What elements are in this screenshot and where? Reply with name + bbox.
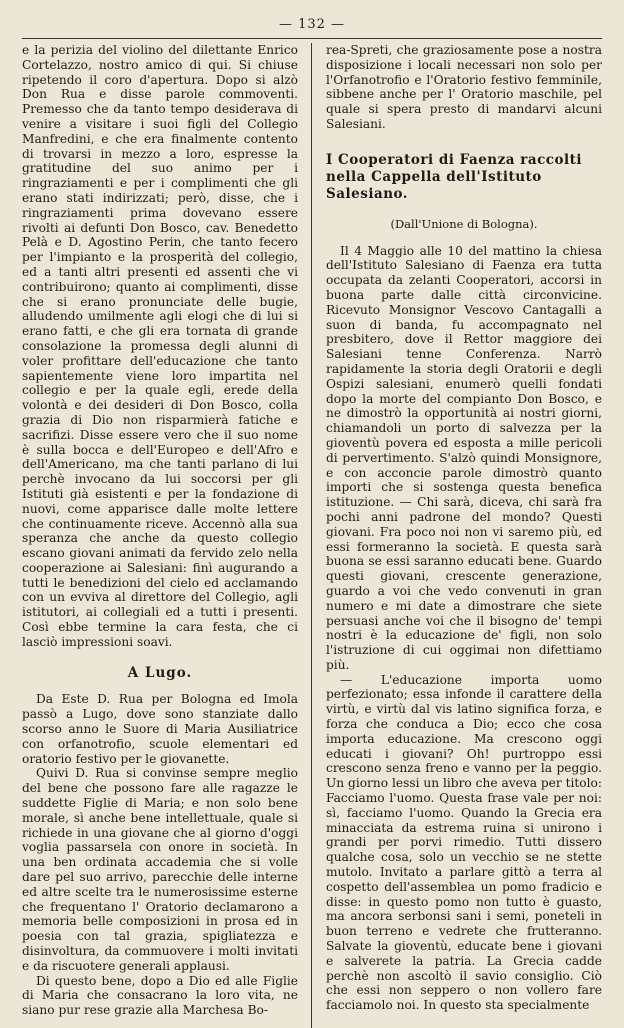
left-paragraph-3: Quivi D. Rua si convinse sempre meglio del bene che possono fare alle ragazze le suddette Figlie di Maria; e non solo bene morale, sì anche bene intellettuale, quale si richiede in una giovane che al giorno d'oggi voglia passarsela con onore in società. In una ben ordinata accademia che si volle dare pel suo arrivo, parecchie delle interne ed altre scelte tra le numerosissime esterne che frequentano l' Oratorio declamarono a memoria belle composizioni in prosa ed in poesia con tal grazia, spigliatezza e disinvoltura, da commuovere i molti invitati e da riscuotere generali applausi.: [22, 766, 298, 973]
section-title-faenza: I Cooperatori di Faenza raccolti nella Cappella dell'Istituto Salesiano.: [326, 151, 583, 202]
column-divider: [311, 43, 312, 1028]
two-column-body: [22, 43, 602, 1018]
right-column: [326, 43, 602, 1018]
left-paragraph-4: Di questo bene, dopo a Dio ed alle Figlie di Maria che consacrano la loro vita, ne siano pur rese grazie alla Marchesa Bo-: [22, 973, 298, 1018]
left-column: [22, 43, 298, 1018]
right-paragraph-1: rea-Spreti, che graziosamente pose a nostra disposizione i locali necessari non solo per l'Orfanotrofio e l'Oratorio festivo femminile, sibbene anche per l' Oratorio maschile, pel quale si spera presto di mandarvi alcuni Salesiani.: [326, 43, 602, 131]
page-number: — 132 —: [278, 17, 346, 32]
right-paragraph-3: — L'educazione importa uomo perfezionato; essa infonde il carattere della virtù, e virtù dal vis latino significa forza, e forza che conduca a Dio; ecco che cosa importa educazione. Ma crescono oggi educati i giovani? Oh! purtroppo essi crescono senza freno e vanno per la peggio. Un giorno lessi un libro che aveva per titolo: Facciamo l'uomo. Questa frase vale per noi: sì, facciamo l'uomo. Quando la Grecia era minacciata da estrema ruina si unirono i grandi per porvi rimedio. Tutti dissero qualche cosa, solo un vecchio se ne stette mutolo. Invitato a parlare gittò a terra al cospetto dell'assemblea un pomo fradicio e disse: in questo pomo non tutto è guasto, ma ancora serbonsi sani i semi, poneteli in buon terreno e vedrete che frutteranno. Salvate la gioventù, educate bene i giovani e salverete la patria. La Grecia cadde perchè non ascoltò il savio consiglio. Ciò che essi non seppero o non vollero fare facciamolo noi. In questo sta specialmente: [326, 672, 602, 1013]
header-rule: [22, 38, 602, 39]
right-paragraph-2: Il 4 Maggio alle 10 del mattino la chiesa dell'Istituto Salesiano di Faenza era tutta occupata da zelanti Cooperatori, accorsi in buona parte dalle città circonvicine. Ricevuto Monsignor Vescovo Cantagalli a suon di banda, fu accompagnato nel presbitero, dove il Rettor maggiore dei Salesiani tenne Conferenza. Narrò rapidamente la storia degli Oratorii e degli Ospizi salesiani, enumerò quelli fondati dopo la morte del compianto Don Bosco, e ne dimostrò la opportunità ai nostri giorni, chiamandoli un porto di salvezza per la gioventù povera ed esposta a mille pericoli di pervertimento. S'alzò quindi Monsignore, e con acconcie parole dimostrò quanto importi che si sostenga questa benefica istituzione. — Chi sarà, diceva, chi sarà fra pochi anni padrone del mondo? Questi giovani. Fra poco noi non vi saremo più, ed essi formeranno la società. E questa sarà buona se essi saranno educati bene. Guardo questi giovani, crescente generazione, guardo a voi che vedo convenuti in gran numero e mi date a dimostrare che siete persuasi anche voi che il bisogno de' tempi nostri è la educazione de' figli, non solo l'istruzione di cui oggimai non difettiamo più.: [326, 243, 602, 672]
left-paragraph-1: e la perizia del violino del dilettante Enrico Cortelazzo, nostro amico di qui. Si chiuse ripetendo il coro d'apertura. Dopo si alzò Don Rua e disse parole commoventi. Premesso che da tanto tempo desiderava di venire a visitare i suoi figli del Collegio Manfredini, e che era finalmente contento di trovarsi in mezzo a loro, espresse la gratitudine del suo animo per i ringraziamenti e per i complimenti che gli erano stati indirizzati; però, disse, che i ringraziamenti prima dovevano essere rivolti ai defunti Don Bosco, cav. Benedetto Pelà e D. Agostino Perin, che tanto fecero per l'impianto e la prosperità del collegio, ed a tanti altri presenti ed assenti che vi contribuirono; quanto ai complimenti, disse che si erano pronunciate delle bugie, alludendo umilmente agli elogi che di lui si erano fatti, e che gli era tornata di grande consolazione la promessa degli alunni di voler profittare dell'educazione che tanto sapientemente viene loro impartita nel collegio e per la quale egli, erede della volontà e dei desideri di Don Bosco, colla grazia di Dio non risparmierà fatiche e sacrifizi. Disse essere vero che il suo nome è sulla bocca e dell'Europeo e dell'Afro e dell'Americano, ma che tanti parlano di lui perchè invocano da lui soccorsi per gli Istituti già esistenti e per la fondazione di nuovi, come appariscе dalle molte lettere che continuamente riceve. Accennò alla sua speranza che anche da questo collegio escano giovani animati da fervido zelo nella cooperazione ai Salesiani: finì augurando a tutti le benedizioni del cielo ed acclamando con un evviva al direttore del Collegio, agli istitutori, ai collegiali ed a tutti i presenti. Così ebbe termine la cara festa, che ci lasciò impressioni soavi.: [22, 43, 298, 649]
section-title-lugo: A Lugo.: [127, 664, 193, 681]
left-paragraph-2: Da Este D. Rua per Bologna ed Imola passò a Lugo, dove sono stanziate dallo scorso anno le Suore di Maria Ausiliatrice con orfanotrofio, scuole elementari ed oratorio festivo per le giovanette.: [22, 692, 298, 766]
source-note: (Dall'Unione di Bologna).: [390, 216, 538, 231]
